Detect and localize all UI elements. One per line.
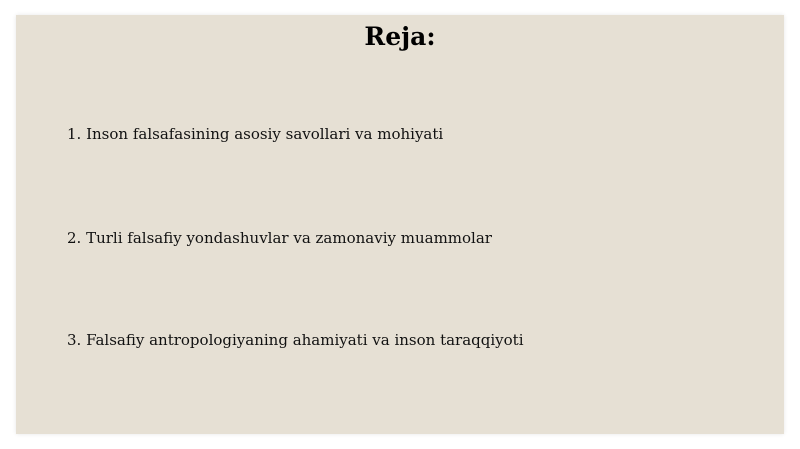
slide-title: Reja: xyxy=(364,22,436,51)
plan-item-3: 3. Falsafiy antropologiyaning ahamiyati va inson taraqqiyoti xyxy=(67,331,524,349)
slide xyxy=(16,15,784,434)
plan-item-2: 2. Turli falsafiy yondashuvlar va zamonaviy muammolar xyxy=(67,229,492,247)
plan-item-1: 1. Inson falsafasining asosiy savollari va mohiyati xyxy=(67,125,444,143)
